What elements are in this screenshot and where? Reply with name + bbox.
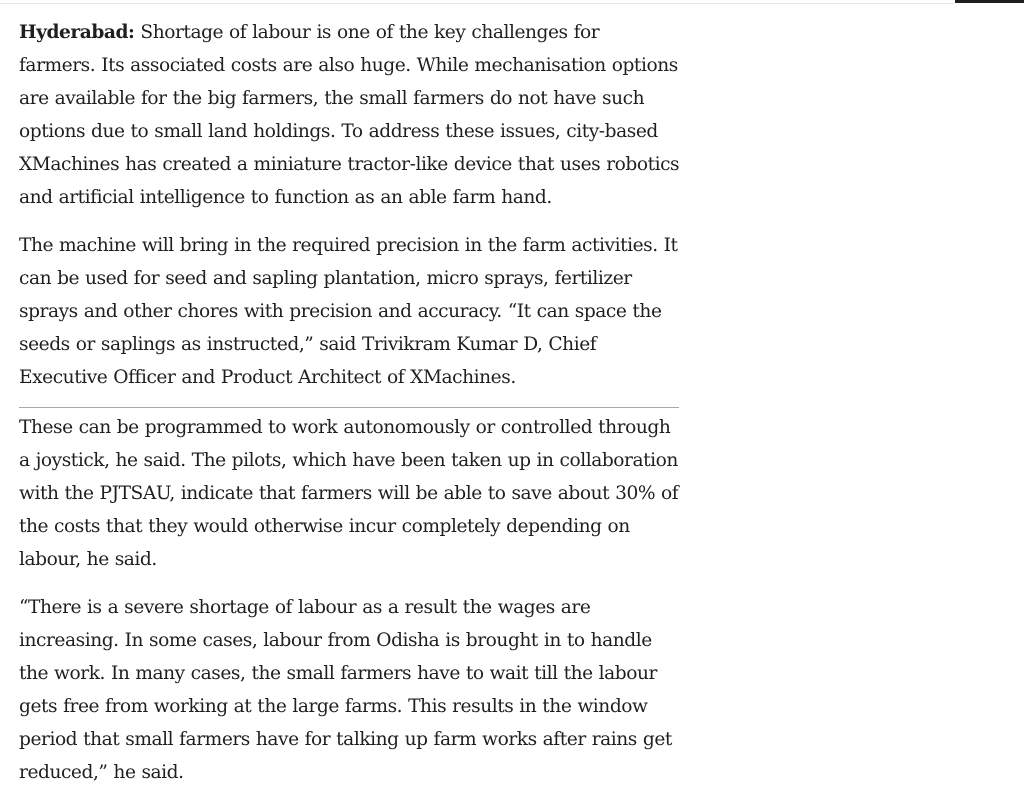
dateline: Hyderabad: — [19, 22, 135, 43]
article-paragraph-3: These can be programmed to work autonomously or controlled through a joystick, he said. The pilots, which have been taken up in collaboration with the PJTSAU, indicate that farmers will be able to save about 30% of the costs that they would otherwise incur completely depending on labour, he said. — [19, 417, 679, 570]
top-accent-bar — [955, 0, 1024, 3]
paragraph-1-text: Shortage of labour is one of the key challenges for farmers. Its associated costs are also huge. While mechanisation options are available for the big farmers, the small farmers do not have such options due to small land holdings. To address these issues, city-based XMachines has created a miniature tractor-like device that uses robotics and artificial intelligence to function as an able farm hand. — [19, 22, 680, 208]
top-divider — [0, 3, 954, 4]
article-paragraph-1 — [19, 16, 681, 214]
article-paragraph-4: “There is a severe shortage of labour as a result the wages are increasing. In some cases, labour from Odisha is brought in to handle the work. In many cases, the small farmers have to wait till the labour gets free from working at the large farms. This results in the window period that small farmers have for talking up farm works after rains get reduced,” he said. — [19, 597, 672, 783]
article-paragraph-2: The machine will bring in the required precision in the farm activities. It can be used for seed and sapling plantation, micro sprays, fertilizer sprays and other chores with precision and accuracy. “It can space the seeds or saplings as instructed,” said Trivikram Kumar D, Chief Executive Officer and Product Architect of XMachines. — [19, 235, 678, 388]
section-divider — [19, 407, 679, 408]
